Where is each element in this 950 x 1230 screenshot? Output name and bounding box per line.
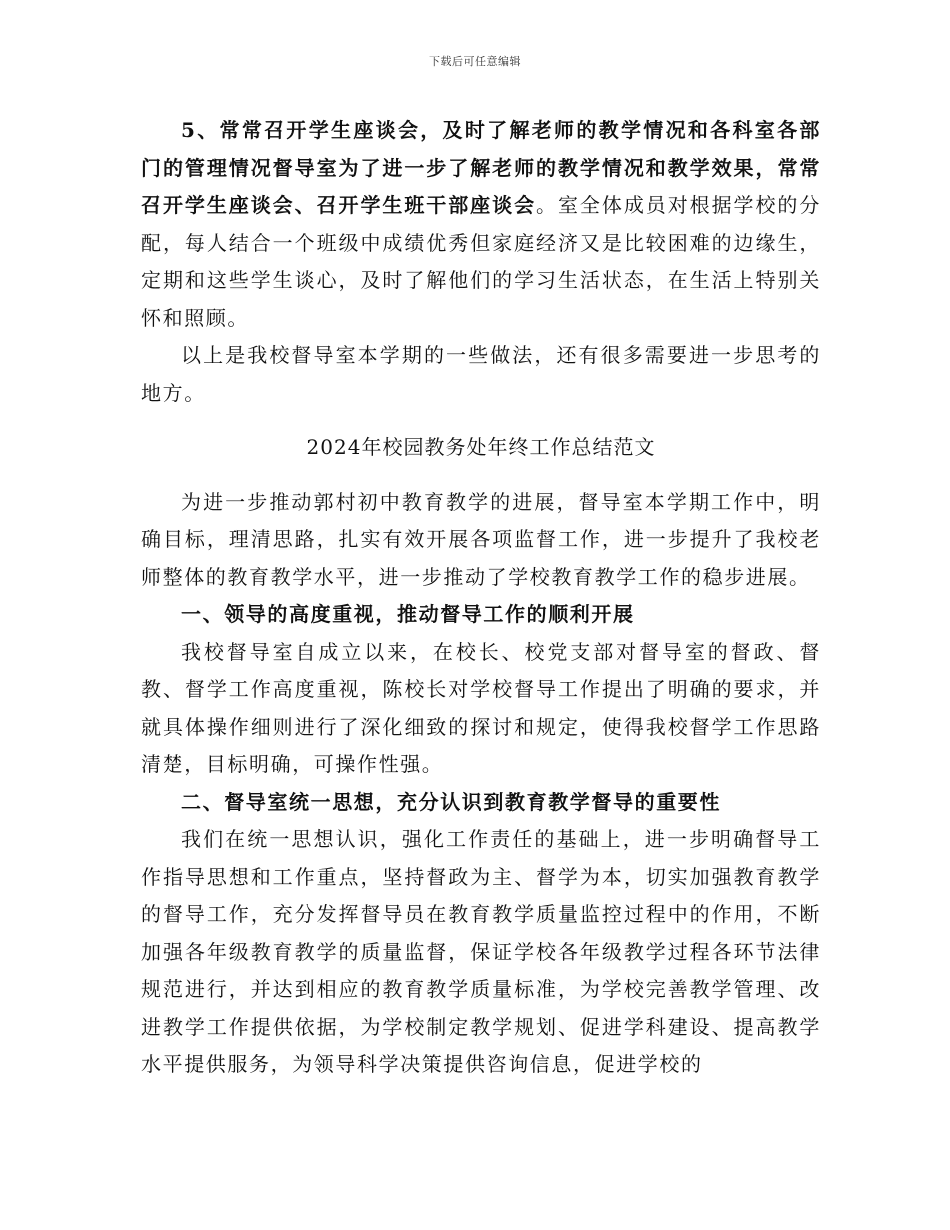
paragraph-section-2: 我们在统一思想认识，强化工作责任的基础上，进一步明确督导工作指导思想和工作重点，坚持督政为主、督学为本，切实加强教育教学的督导工作，充分发挥督导员在教育教学质量监控过程中的作用，不断加强各年级教育教学的质量监督，保证学校各年级教学过程各环节法律规范进行，并达到相应的教育教学质量标准，为学校完善教学管理、改进教学工作提供依据，为学校制定教学规划、促进学科建设、提高教学水平提供服务，为领导科学决策提供咨询信息，促进学校的 (141, 827, 821, 1076)
document-title: 2024年校园教务处年终工作总结范文 (306, 435, 656, 459)
paragraph-conclusion: 以上是我校督导室本学期的一些做法，还有很多需要进一步思考的地方。 (141, 343, 821, 405)
paragraph-section-1: 我校督导室自成立以来，在校长、校党支部对督导室的督政、督教、督学工作高度重视，陈校长对学校督导工作提出了明确的要求，并就具体操作细则进行了深化细致的探讨和规定，使得我校督学工作思路清楚，目标明确，可操作性强。 (141, 639, 821, 776)
paragraph-bold-lead: 5、常常召开学生座谈会，及时了解老师的教学情况和各科室各部门的管理情况督导室为了进一步了解老师的教学情况和教学效果，常常召开学生座谈会、召开学生班干部座谈会 (141, 118, 821, 217)
page-header-note: 下载后可任意编辑 (429, 55, 521, 68)
section-heading-2: 二、督导室统一思想，充分认识到教育教学督导的重要性 (181, 789, 721, 814)
paragraph-text: 。室全体成员对根据学校的分配，每人结合一个班级中成绩优秀但家庭经济又是比较困难的边缘生，定期和这些学生谈心，及时了解他们的学习生活状态，在生活上特别关怀和照顾。 (141, 193, 821, 330)
document-body (141, 112, 821, 1084)
paragraph-intro: 为进一步推动郭村初中教育教学的进展，督导室本学期工作中，明确目标，理清思路，扎实有效开展各项监督工作，进一步提升了我校老师整体的教育教学水平，进一步推动了学校教育教学工作的稳步进展。 (141, 489, 821, 589)
paragraph-item-5 (141, 112, 821, 337)
section-heading-1: 一、领导的高度重视，推动督导工作的顺利开展 (181, 602, 635, 626)
